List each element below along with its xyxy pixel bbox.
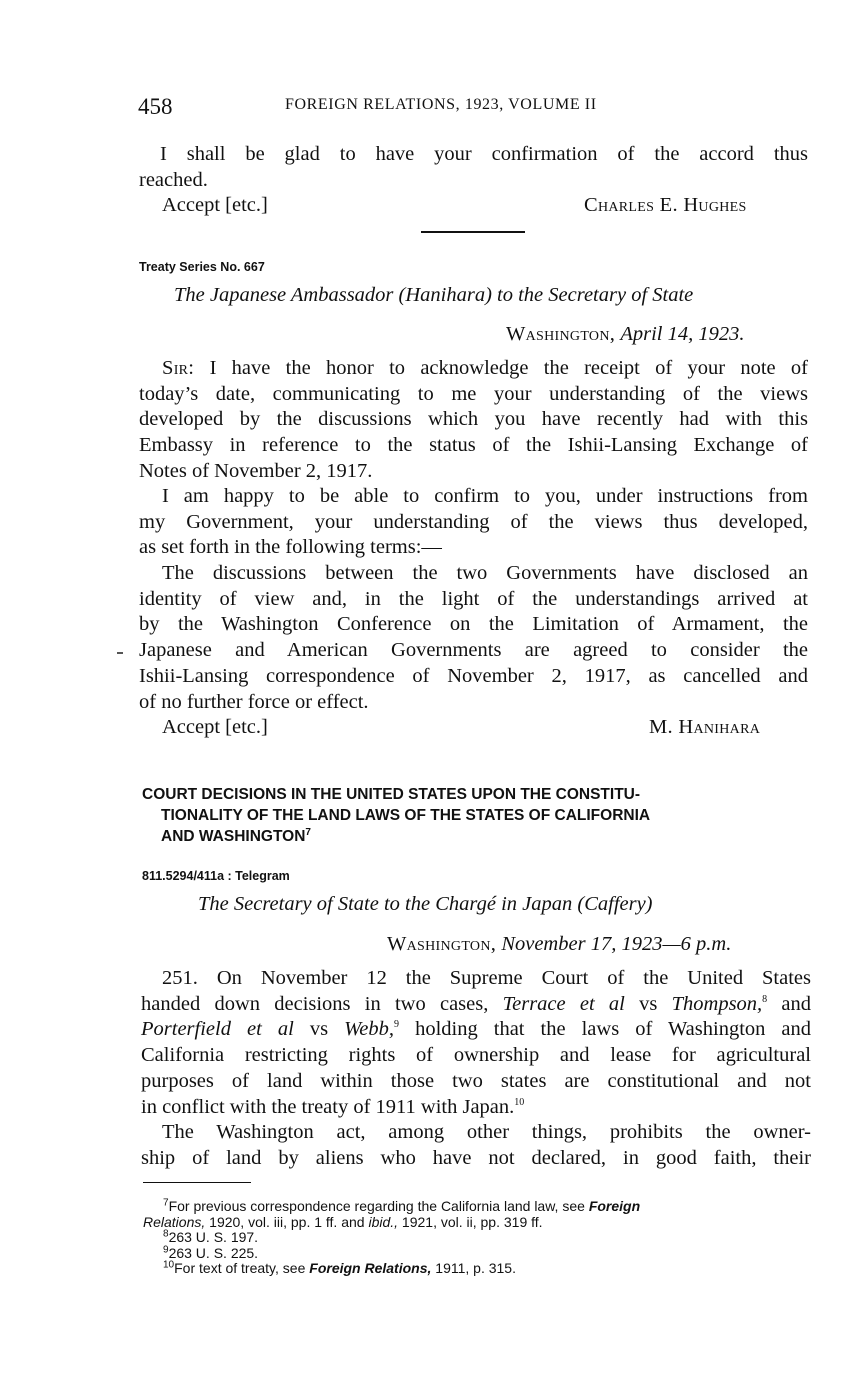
footnote-9: $^9$263 U. S. 225.: [163, 1243, 259, 1261]
running-title: FOREIGN RELATIONS, 1923, VOLUME II: [285, 96, 597, 113]
treaty-paragraph-3: [139, 561, 808, 715]
section-heading-line-2: TIONALITY OF THE LAND LAWS OF THE STATES OF CALIFORNIA: [161, 807, 651, 824]
treaty-paragraph-1: [139, 356, 808, 485]
treaty-paragraph-2: [139, 484, 808, 561]
case-webb: Webb,: [344, 1018, 395, 1041]
treaty-p3-line-2: identity of view and, in the light of the understandings arrived at: [139, 587, 808, 610]
case-terrace: Terrace et al: [502, 992, 625, 1015]
treaty-dateline: [506, 323, 744, 346]
telegram-p1-line-5: purposes of land within those two states are constitutional and not: [141, 1069, 811, 1092]
section-heading-line-1: COURT DECISIONS IN THE UNITED STATES UPON THE CONSTITU-: [142, 786, 641, 803]
treaty-p1-line-4: Embassy in reference to the status of the Ishii-Lansing Exchange of: [139, 434, 808, 457]
footnote-rule: [143, 1182, 251, 1183]
treaty-doc-title: The Japanese Ambassador (Hanihara) to the Secretary of State: [174, 284, 694, 306]
signature-hanihara: M. Hanihara: [649, 716, 761, 738]
treaty-p3-line-1: The discussions between the two Governments have disclosed an: [162, 562, 808, 584]
accept-etc-2: Accept [etc.]: [162, 716, 268, 738]
footnotes: [143, 1199, 818, 1277]
treaty-p1-line-2: today’s date, communicating to me your understanding of the views: [139, 382, 808, 405]
telegram-dateline: [387, 933, 731, 956]
treaty-p3-line-3: by the Washington Conference on the Limitation of Armament, the: [139, 613, 808, 636]
case-thompson: Thompson,: [671, 992, 763, 1015]
footnote-ref-7: 7: [305, 826, 311, 838]
treaty-p2-line-2: my Government, your understanding of the views thus developed,: [139, 510, 808, 533]
section-heading: [142, 784, 814, 847]
treaty-p3-line-5: Ishii-Lansing correspondence of November 2, 1917, as cancelled and: [139, 664, 808, 687]
telegram-p1-line-6: in conflict with the treaty of 1911 with Japan.$^{10}$: [141, 1095, 525, 1118]
telegram-p1-line-1: 251. On November 12 the Supreme Court of the United States: [162, 967, 811, 989]
separator-rule-1: [421, 231, 525, 233]
footnote-ref-8: 8: [762, 993, 768, 1005]
treaty-series: Treaty Series No. 667: [139, 260, 265, 274]
treaty-p1-line-5: Notes of November 2, 1917.: [139, 459, 373, 482]
treaty-p3-line-6: of no further force or effect.: [139, 690, 369, 713]
footnote-ref-9: 9: [394, 1019, 400, 1031]
telegram-date-place: Washington,: [387, 933, 497, 955]
telegram-p1-line-4: California restricting rights of ownership and lease for agricultural: [141, 1044, 811, 1067]
telegram-date: November 17, 1923—6 p.m.: [501, 933, 732, 955]
file-reference: 811.5294/411a : Telegram: [142, 869, 290, 883]
case-porterfield: Porterfield et al: [141, 1018, 294, 1041]
accept-etc-1: Accept [etc.]: [162, 194, 268, 216]
telegram-p1-line-3: Porterfield et al vs Webb,$^9$ holding that the laws of Washington and: [141, 1018, 812, 1041]
footnote-ref-10: 10: [514, 1096, 525, 1108]
telegram-paragraph-2: [141, 1120, 811, 1171]
signature-hughes: Charles E. Hughes: [584, 194, 747, 216]
treaty-p2-line-1: I am happy to be able to confirm to you, under instructions from: [162, 485, 808, 507]
footnote-7: $^7$For previous correspondence regarding the California land law, see Foreign: [163, 1197, 641, 1214]
treaty-p1-line-3: developed by the discussions which you have recently had with this: [139, 408, 808, 431]
treaty-p1-line-1: Sir: I have the honor to acknowledge the receipt of your note of: [162, 357, 808, 379]
treaty-p2-line-3: as set forth in the following terms:—: [139, 536, 442, 559]
telegram-p2-line-1: The Washington act, among other things, prohibits the owner-: [162, 1121, 811, 1143]
treaty-p3-line-4: Japanese and American Governments are agreed to consider the: [139, 639, 808, 662]
treaty-date-place: Washington,: [506, 323, 616, 345]
page-number: 458: [138, 94, 173, 119]
footnote-8: $^8$263 U. S. 197.: [163, 1228, 259, 1245]
footnote-7-cont: Relations, 1920, vol. iii, pp. 1 ff. and ibid., 1921, vol. ii, pp. 319 ff.: [143, 1213, 543, 1230]
margin-mark: [117, 652, 123, 654]
telegram-doc-title: The Secretary of State to the Chargé in Japan (Caffery): [198, 893, 653, 915]
closing-line-1: I shall be glad to have your confirmation of the accord thus: [160, 143, 808, 165]
salutation: Sir:: [162, 357, 195, 379]
treaty-date: April 14, 1923.: [620, 323, 745, 345]
footnote-10: $^{10}$For text of treaty, see Foreign Relations, 1911, p. 315.: [163, 1259, 516, 1276]
closing-line-2: reached.: [139, 169, 208, 191]
telegram-p1-line-2: handed down decisions in two cases, Terrace et al vs Thompson,$^8$ and: [141, 992, 812, 1015]
telegram-paragraph-1: [141, 966, 811, 1120]
section-heading-line-3: AND WASHINGTON$^7$: [161, 826, 311, 845]
telegram-p2-line-2: ship of land by aliens who have not declared, in good faith, their: [141, 1146, 811, 1169]
